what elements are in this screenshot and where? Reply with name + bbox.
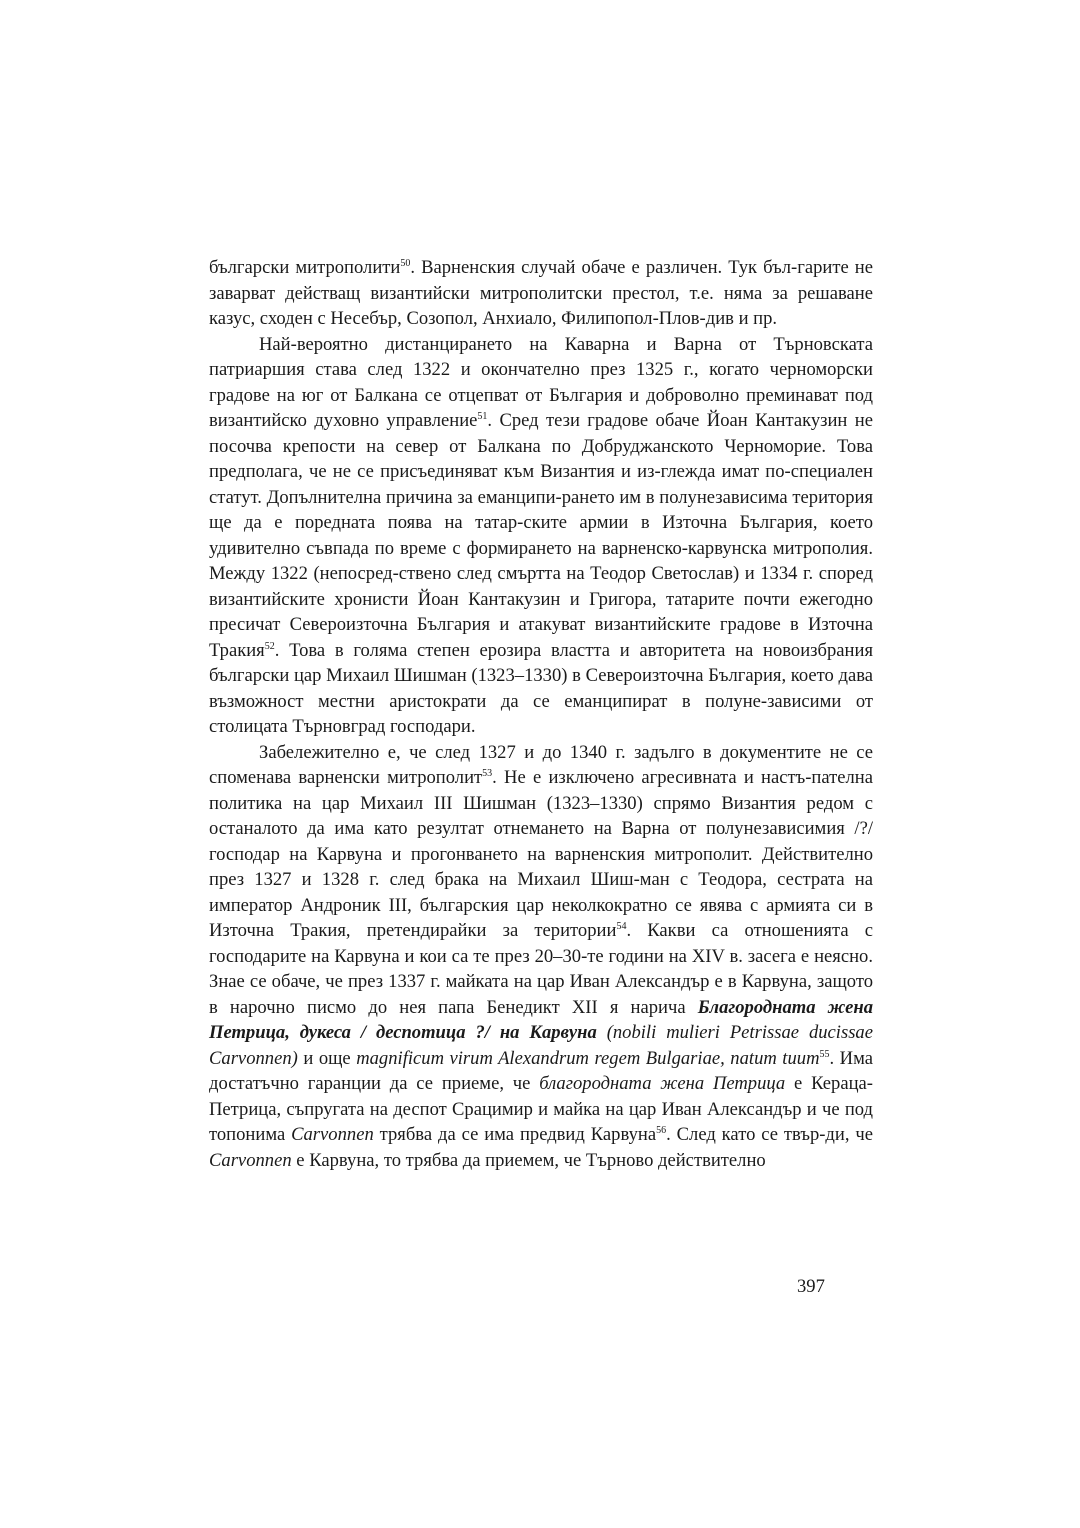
text-run: Забележително е, че след 1327 и до 1340 г. задълго в документите не се споменава варненски митрополит xyxy=(209,741,873,788)
paragraph xyxy=(209,740,873,1174)
footnote-ref: 55 xyxy=(819,1048,830,1060)
italic-text: (nobili mulieri Petrissae ducissae Carvonnen) xyxy=(209,1022,873,1069)
footnote-ref: 53 xyxy=(482,768,493,779)
text-run xyxy=(597,1022,607,1043)
body-text xyxy=(209,255,873,1173)
text-run: . Варненския случай обаче е различен. Тук бъл-гарите не заварват действащ византийски митрополитски престол, т.е. няма за решаване казус, сходен с Несебър, Созопол, Анхиало, Филипопол-Плов-див и пр. xyxy=(209,257,873,329)
text-run: Най-вероятно дистанцирането на Каварна и Варна от Търновската патриаршия става след 1322 и окончателно през 1325 г., когато черноморски градове на юг от Балкана се отцепват от България и доброволно преминават под византийско духовно управление xyxy=(209,333,873,431)
paragraph xyxy=(209,255,873,332)
text-run: . След като се твър-ди, че xyxy=(666,1124,873,1145)
text-run: . Какви са отношенията с господарите на Карвуна и кои са те през 20–30-те години на XIV в. засега е неясно. Знае се обаче, че през 1337 г. майката на цар Иван Александър е в Карвуна, защото в нарочно писмо до нея папа Бенедикт XII я нарича xyxy=(209,920,873,1018)
text-run: български митрополити xyxy=(209,257,401,278)
text-run: . Не е изключено агресивната и настъ-пателна политика на цар Михаил III Шишман (1323–1330) спрямо Византия редом с останалото да има като резултат отнемането на Варна от полунезависимия /?/ господар на Карвуна и прогонването на варненския митрополит. Действително през 1327 и 1328 г. след брака на Михаил Шиш-ман с Теодора, сестрата на император Андроник III, българския цар неколкократно се явява с армията си в Източна Тракия, претендирайки за територии xyxy=(209,767,873,941)
text-run: е Кераца-Петрица, съпругата на деспот Срацимир и майка на цар Иван Александър и че под топонима xyxy=(209,1073,873,1145)
paragraph xyxy=(209,332,873,740)
page-number: 397 xyxy=(797,1276,825,1297)
italic-text: magnificum virum Alexandrum regem Bulgariae, natum tuum xyxy=(356,1047,820,1069)
footnote-ref: 54 xyxy=(616,921,627,932)
text-run: . Има достатъчно гаранции да се приеме, че xyxy=(209,1047,873,1094)
text-run: . Сред тези градове обаче Йоан Кантакузин не посочва крепости на север от Балкана по Добруджанското Черноморие. Това предполага, че не се присъединяват към Византия и из-глежда имат по-специален статут. Допълнителна причина за еманципи-рането им в полунезависима територия ще да е поредната поява на татар-ските армии в Източна България, което удивително съвпада по време с формирането на варненско-карвунска митрополия. Между 1322 (непосред-ствено след смъртта на Теодор Светослав) и 1334 г. според византийските хронисти Йоан Кантакузин и Григора, татарите почти ежегодно пресичат Североизточна България и атакуват византийските градове в Източна Тракия xyxy=(209,410,873,661)
text-run: и още xyxy=(297,1047,357,1069)
text-run: трябва да се има предвид Карвуна xyxy=(373,1124,657,1145)
bold-italic-text: Благородната жена Петрица, дукеса / деспотица ?/ на Карвуна xyxy=(209,996,873,1043)
italic-text: Carvonnen xyxy=(291,1124,374,1145)
footnote-ref: 50 xyxy=(400,258,411,269)
italic-text: Carvonnen xyxy=(209,1149,292,1171)
text-run: е Карвуна, то трябва да приемем, че Търново действително xyxy=(291,1149,766,1171)
footnote-ref: 51 xyxy=(477,411,488,422)
footnote-ref: 56 xyxy=(656,1125,667,1136)
footnote-ref: 52 xyxy=(264,640,275,652)
italic-text: благородната жена Петрица xyxy=(539,1073,786,1094)
text-run: . Това в голяма степен ерозира властта и авторитета на новоизбрания български цар Михаил Шишман (1323–1330) в Североизточна България, което дава възможност местни аристократи да се еманципират в полуне-зависими от столицата Търновград господари. xyxy=(209,639,873,737)
